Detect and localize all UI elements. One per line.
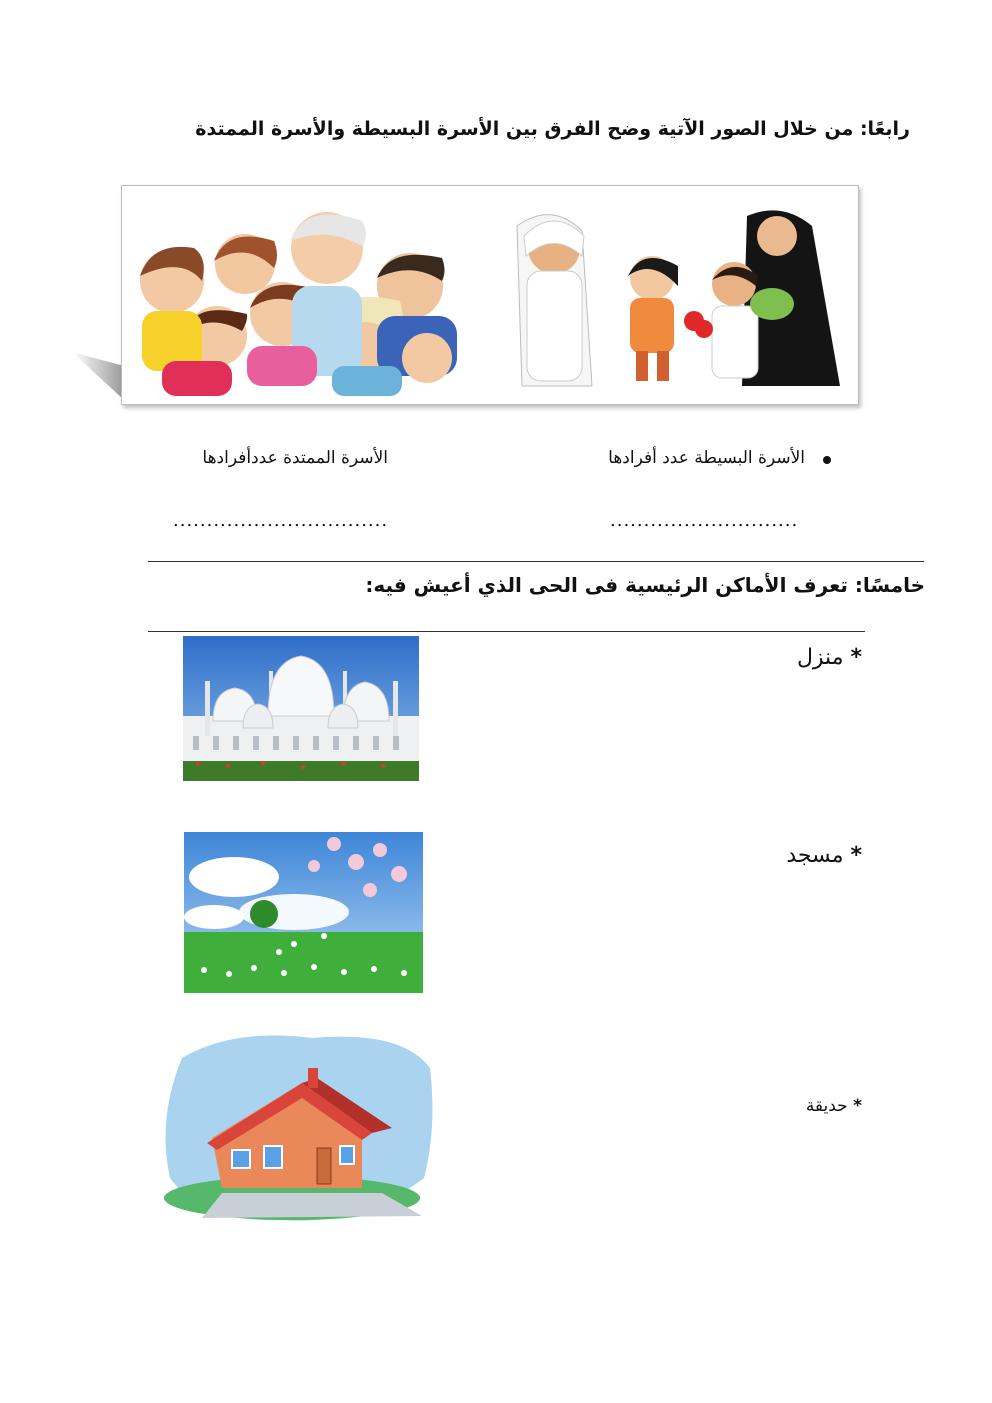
extended-family-answer-blank[interactable]: ................................	[173, 510, 389, 531]
item-marker: *	[853, 1096, 862, 1116]
house-label: منزل	[796, 645, 844, 670]
section5-title: خامسًا: تعرف الأماكن الرئيسية فى الحى الذي أعيش فيه:	[365, 573, 925, 597]
frame-shadow	[72, 352, 124, 400]
item-marker: *	[850, 645, 862, 670]
bullet-icon	[820, 452, 834, 466]
mosque-label: مسجد	[786, 843, 844, 868]
extended-family-label: الأسرة الممتدة عددأفرادها	[202, 448, 388, 468]
garden-image	[184, 832, 423, 993]
extended-family	[140, 212, 457, 396]
family-drawing	[122, 186, 858, 404]
section4-title: رابعًا: من خلال الصور الآتية وضح الفرق بين الأسرة البسيطة والأسرة الممتدة	[195, 118, 910, 140]
place-label-garden	[700, 1096, 862, 1116]
simple-family-answer-blank[interactable]: ............................	[610, 510, 799, 531]
simple-family	[517, 210, 840, 386]
family-illustration	[121, 185, 859, 405]
simple-family-label: الأسرة البسيطة عدد أفرادها	[608, 448, 805, 468]
divider-top	[148, 561, 924, 562]
place-label-mosque	[700, 843, 862, 868]
house-image	[162, 1028, 437, 1226]
mosque-image	[183, 636, 419, 781]
divider-bottom	[148, 631, 865, 632]
item-marker: *	[850, 843, 862, 868]
place-label-house	[700, 645, 862, 670]
garden-label: حديقة	[805, 1096, 848, 1116]
